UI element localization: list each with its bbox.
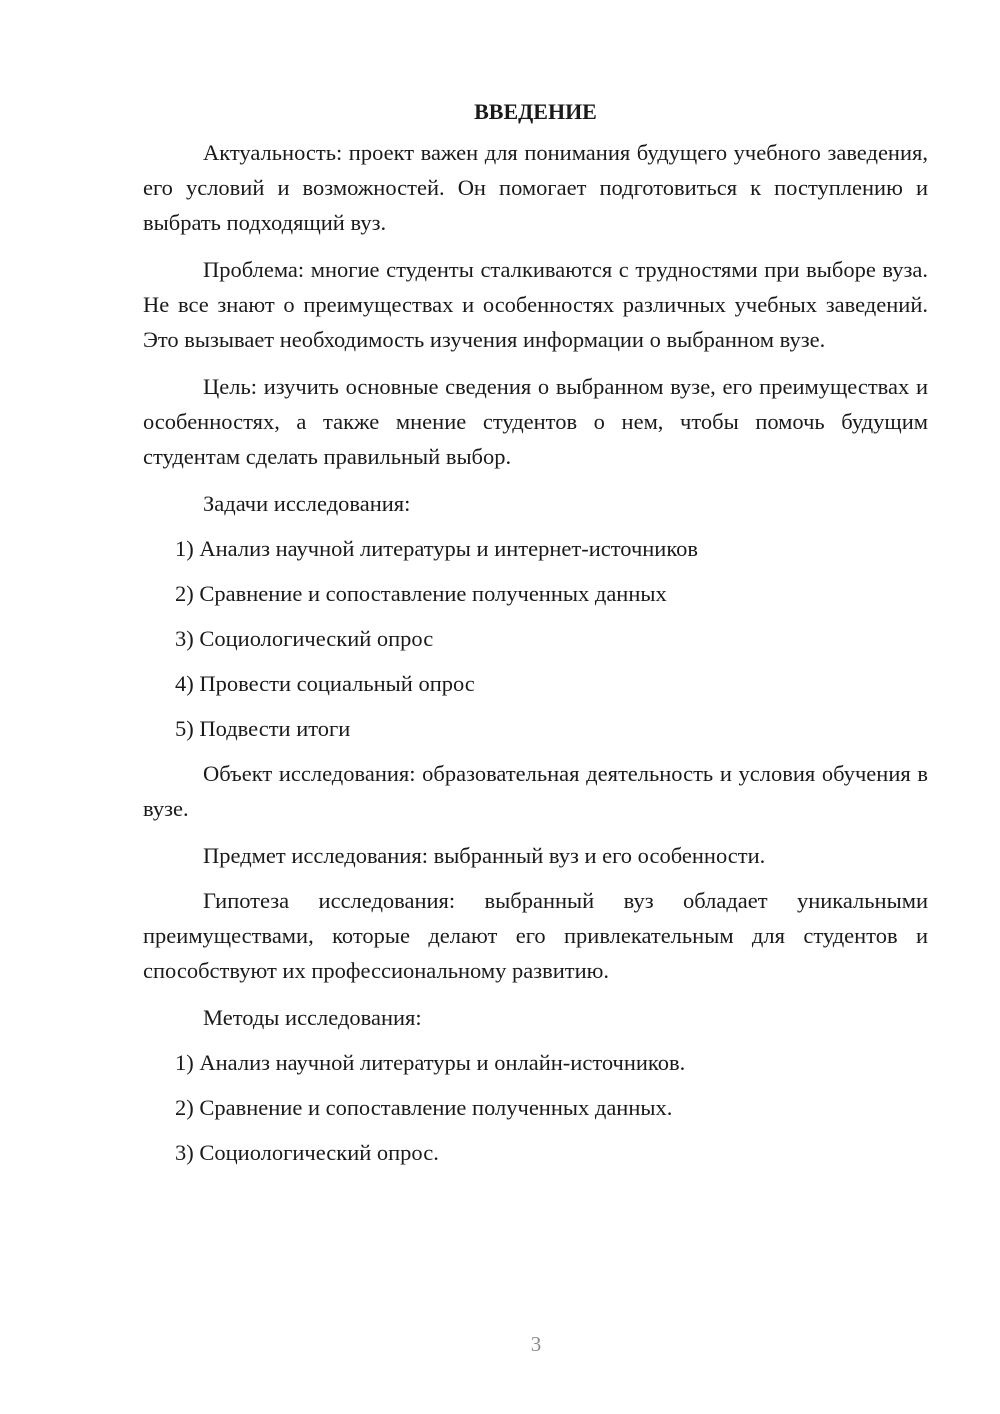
goal-paragraph: Цель: изучить основные сведения о выбранном вузе, его преимуществах и особенностях, а также мнение студентов о нем, чтобы помочь будущим студентам сделать правильный выбор. bbox=[143, 374, 928, 469]
list-item: 3) Социологический опрос bbox=[175, 626, 434, 651]
document-body bbox=[143, 94, 928, 1180]
list-item: 1) Анализ научной литературы и онлайн-источников. bbox=[175, 1050, 686, 1075]
hypothesis-paragraph: Гипотеза исследования: выбранный вуз обладает уникальными преимуществами, которые делают его привлекательным для студентов и способствуют их профессиональному развитию. bbox=[143, 888, 928, 983]
list-item: 3) Социологический опрос. bbox=[175, 1140, 439, 1165]
tasks-list bbox=[143, 531, 928, 746]
problem-paragraph: Проблема: многие студенты сталкиваются с трудностями при выборе вуза. Не все знают о преимуществах и особенностях различных учебных заведений. Это вызывает необходимость изучения информации о выбранном вузе. bbox=[143, 257, 928, 352]
list-item: 5) Подвести итоги bbox=[175, 716, 351, 741]
list-item: 2) Сравнение и сопоставление полученных данных. bbox=[175, 1095, 673, 1120]
relevance-paragraph: Актуальность: проект важен для понимания будущего учебного заведения, его условий и возможностей. Он помогает подготовиться к поступлению и выбрать подходящий вуз. bbox=[143, 140, 928, 235]
section-title: ВВЕДЕНИЕ bbox=[474, 99, 597, 124]
list-item: 4) Провести социальный опрос bbox=[175, 671, 475, 696]
list-item: 1) Анализ научной литературы и интернет-источников bbox=[175, 536, 699, 561]
subject-paragraph: Предмет исследования: выбранный вуз и его особенности. bbox=[203, 843, 766, 868]
methods-list bbox=[143, 1045, 928, 1170]
methods-heading: Методы исследования: bbox=[203, 1005, 422, 1030]
object-paragraph: Объект исследования: образовательная деятельность и условия обучения в вузе. bbox=[143, 761, 928, 821]
list-item: 2) Сравнение и сопоставление полученных данных bbox=[175, 581, 667, 606]
page-number: 3 bbox=[530, 1332, 542, 1356]
tasks-heading: Задачи исследования: bbox=[203, 491, 411, 516]
